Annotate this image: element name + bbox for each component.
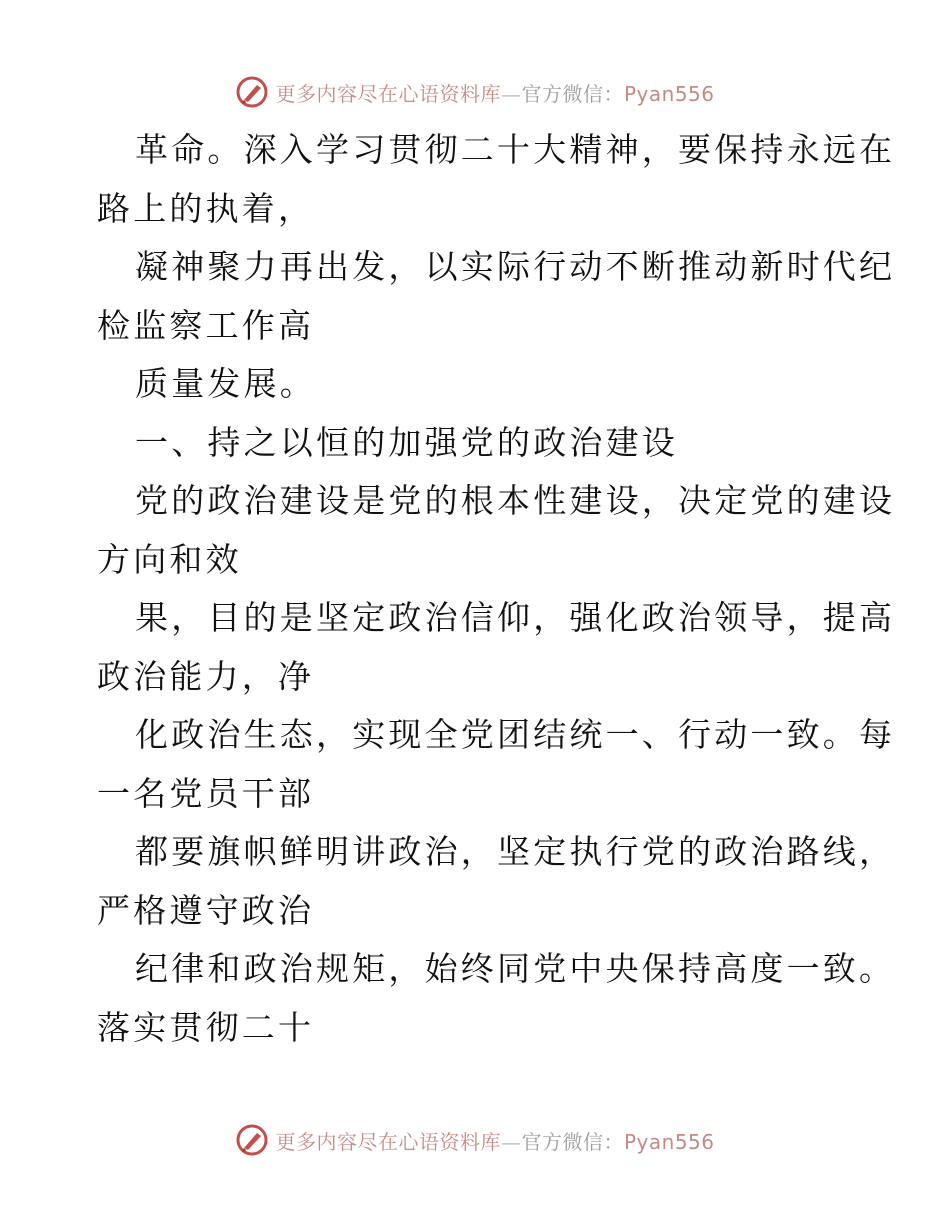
footer-watermark [0, 1120, 950, 1160]
body-line: 革命。深入学习贯彻二十大精神，要保持永远在 [135, 130, 896, 169]
watermark-id: Pyan556 [623, 1129, 715, 1154]
watermark-main: 更多内容尽在心语资料库 [275, 1129, 501, 1154]
body-line: 质量发展。 [135, 364, 316, 403]
body-line: 落实贯彻二十 [97, 1007, 315, 1047]
watermark-separator: — [500, 81, 522, 106]
watermark-id: Pyan556 [623, 81, 715, 106]
watermark-label: 官方微信： [521, 81, 624, 106]
body-line: 都要旗帜鲜明讲政治，坚定执行党的政治路线， [135, 832, 896, 871]
body-line: 政治能力，净 [97, 656, 315, 696]
pen-logo-icon [235, 1123, 269, 1157]
body-line: 路上的执着， [97, 188, 315, 228]
document-body [97, 121, 896, 1057]
watermark-text [275, 1126, 714, 1155]
header-watermark [0, 72, 950, 112]
watermark-text [275, 78, 714, 107]
body-line: 一名党员干部 [97, 773, 315, 813]
body-line: 检监察工作高 [97, 305, 315, 345]
body-line: 化政治生态，实现全党团结统一、行动一致。每 [135, 715, 896, 754]
section-heading: 一、持之以恒的加强党的政治建设 [135, 422, 678, 462]
body-line: 纪律和政治规矩，始终同党中央保持高度一致。 [135, 949, 896, 988]
body-line: 凝神聚力再出发，以实际行动不断推动新时代纪 [135, 247, 896, 286]
watermark-main: 更多内容尽在心语资料库 [275, 81, 501, 106]
body-line: 党的政治建设是党的根本性建设，决定党的建设 [135, 481, 896, 520]
watermark-label: 官方微信： [521, 1129, 624, 1154]
body-line: 果，目的是坚定政治信仰，强化政治领导，提高 [135, 598, 896, 637]
watermark-separator: — [500, 1129, 522, 1154]
body-line: 严格遵守政治 [97, 890, 315, 930]
body-line: 方向和效 [97, 539, 242, 579]
pen-logo-icon [235, 75, 269, 109]
